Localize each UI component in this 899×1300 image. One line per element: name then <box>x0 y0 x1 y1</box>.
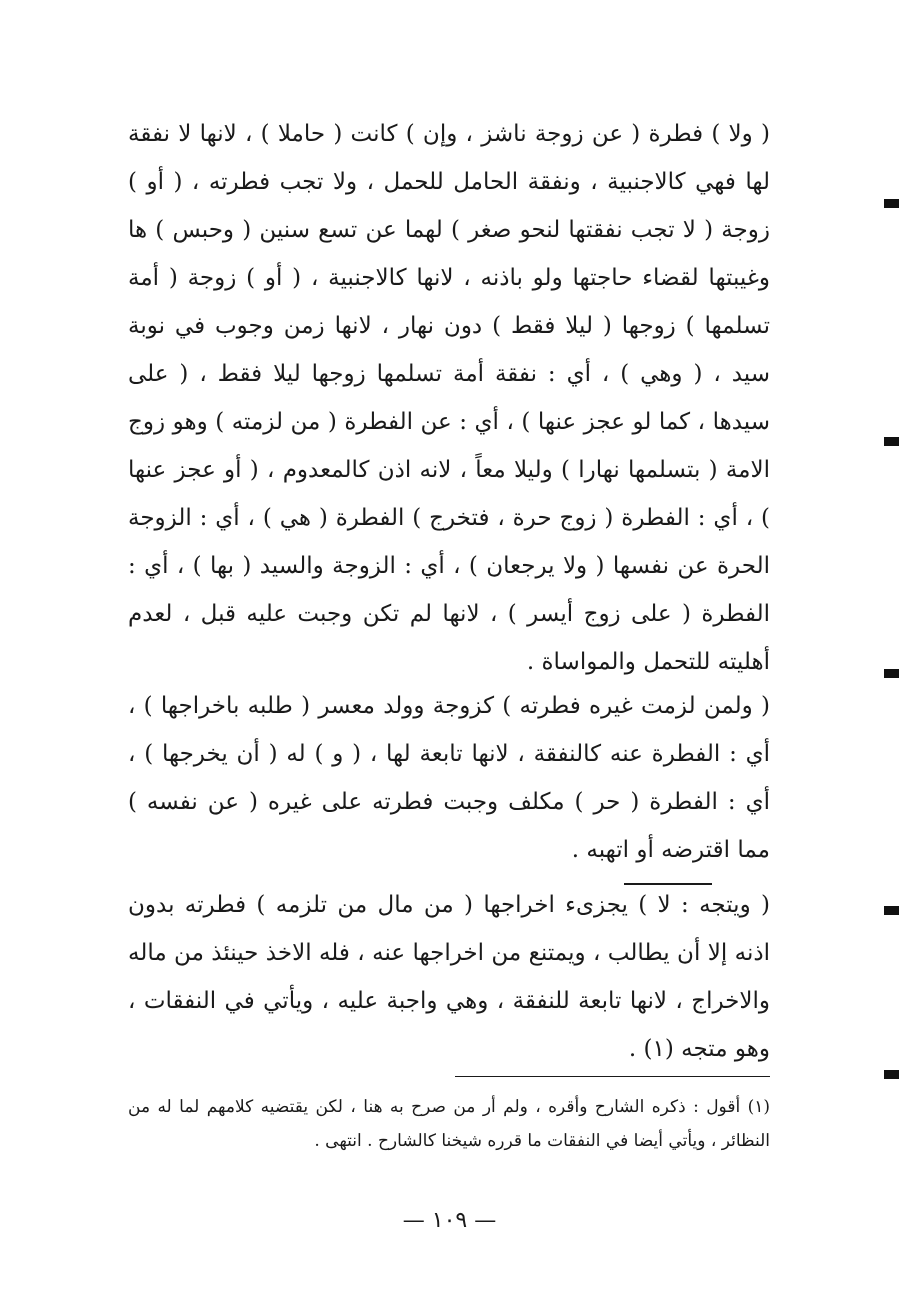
scan-edge-mark <box>884 906 899 915</box>
paragraph-3: ( ويتجه : لا ) يجزىء اخراجها ( من مال من تلزمه ) فطرته بدون اذنه إلا أن يطالب ، ويمتنع من اخراجها عنه ، فله الاخذ حينئذ من ماله والاخراج ، لانها تابعة للنفقة ، وهي واجبة عليه ، ويأتي في النفقات ، وهو متجه (١) . <box>128 892 770 1062</box>
scan-edge-mark <box>884 199 899 208</box>
paragraph-2: ( ولمن لزمت غيره فطرته ) كزوجة وولد معسر ( طلبه باخراجها ) ، أي : الفطرة عنه كالنفقة ، لانها تابعة لها ، ( و ) له ( أن يخرجها ) ، أي : الفطرة ( حر ) مكلف وجبت فطرته على غيره ( عن نفسه ) مما اقترضه أو اتهبه . <box>128 693 770 863</box>
page-number: — ١٠٩ — <box>402 1208 497 1233</box>
footnote: (١) أقول : ذكره الشارح وأقره ، ولم أر من صرح به هنا ، لكن يقتضيه كلامهم لما له من النظائر ، ويأتي أيضا في النفقات ما قرره شيخنا كالشارح . انتهى . <box>128 1097 770 1151</box>
paragraph-1: ( ولا ) فطرة ( عن زوجة ناشز ، وإن ) كانت ( حاملا ) ، لانها لا نفقة لها فهي كالاجنبية ، ونفقة الحامل للحمل ، ولا تجب فطرته ، ( أو ) زوجة ( لا تجب نفقتها لنحو صغر ) لهما عن تسع سنين ( وحبس ) ها وغيبتها لقضاء حاجتها ولو باذنه ، لانها كالاجنبية ، ( أو ) زوجة ( أمة تسلمها ) زوجها ( ليلا فقط ) دون نهار ، لانها زمن وجوب في نوبة سيد ، ( وهي ) ، أي : نفقة أمة تسلمها زوجها ليلا فقط ، ( على سيدها ، كما لو عجز عنها ) ، أي : عن الفطرة ( من لزمته ) وهو زوج الامة ( بتسلمها نهارا ) وليلا معاً ، لانه اذن كالمعدوم ، ( أو عجز عنها ) ، أي : الفطرة ( زوج حرة ، فتخرج ) الفطرة ( هي ) ، أي : الزوجة الحرة عن نفسها ( ولا يرجعان ) ، أي : الزوجة والسيد ( بها ) ، أي : الفطرة ( على زوج أيسر ) ، لانها لم تكن وجبت عليه قبل ، لعدم أهليته للتحمل والمواساة . <box>128 121 770 675</box>
scan-edge-mark <box>884 669 899 678</box>
scan-edge-mark <box>884 437 899 446</box>
footnote-separator <box>455 1076 770 1077</box>
scan-edge-mark <box>884 1070 899 1079</box>
